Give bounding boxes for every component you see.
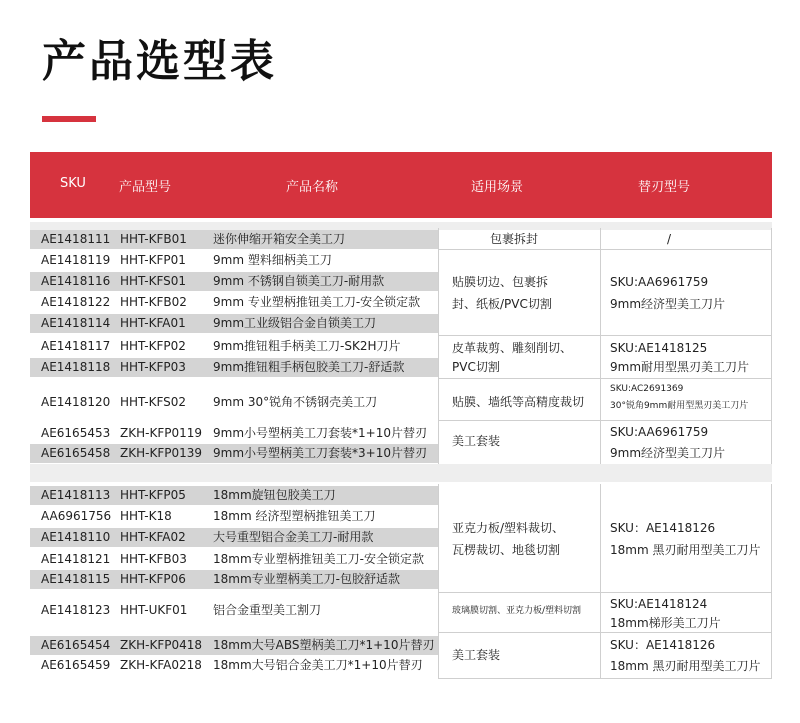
- table-row: [30, 656, 438, 675]
- cell-name: 18mm专业塑柄推钮美工刀-安全锁定款: [213, 552, 424, 566]
- cell-name: 9mm工业级铝合金自锁美工刀: [213, 316, 377, 330]
- cell-sku: AE6165454: [41, 638, 111, 652]
- usage-cell: 贴膜切边、包裹拆: [452, 275, 549, 289]
- cell-model: HHT-KFA02: [120, 530, 186, 544]
- column-divider: [771, 484, 772, 679]
- cell-model: HHT-KFB01: [120, 232, 187, 246]
- cell-name: 9mm 不锈钢自锁美工刀-耐用款: [213, 274, 385, 288]
- table-row: [30, 550, 438, 569]
- title-accent-bar: [42, 116, 96, 122]
- cell-name: 18mm大号铝合金美工刀*1+10片替刃: [213, 658, 423, 672]
- cell-name: 9mm小号塑柄美工刀套装*3+10片替刃: [213, 446, 427, 460]
- cell-sku: AE6165458: [41, 446, 111, 460]
- cell-model: ZKH-KFP0119: [120, 426, 202, 440]
- cell-name: 9mm 专业塑柄推钮美工刀-安全锁定款: [213, 295, 421, 309]
- cell-sku: AE1418121: [41, 552, 111, 566]
- table-header: [30, 152, 772, 218]
- table-row: [30, 601, 438, 620]
- column-divider: [438, 228, 439, 464]
- separator-middle: [30, 464, 772, 482]
- table-row: [30, 314, 438, 333]
- cell-name: 9mm 塑料细柄美工刀: [213, 253, 332, 267]
- table-row: [30, 507, 438, 526]
- cell-sku: AE1418113: [41, 488, 111, 502]
- cell-sku: AE1418116: [41, 274, 111, 288]
- blade-cell: SKU:AE1418125: [610, 341, 708, 355]
- header-model: 产品型号: [119, 180, 172, 195]
- cell-name: 9mm推钮粗手柄美工刀-SK2H刀片: [213, 339, 401, 353]
- table-row: [30, 272, 438, 291]
- cell-name: 18mm 经济型塑柄推钮美工刀: [213, 509, 376, 523]
- blade-cell: SKU：AE1418126: [610, 638, 716, 652]
- usage-cell: 封、纸板/PVC切割: [452, 297, 552, 311]
- cell-model: HHT-KFP05: [120, 488, 186, 502]
- cell-name: 铝合金重型美工割刀: [213, 603, 322, 617]
- row-divider: [438, 678, 772, 679]
- cell-name: 9mm推钮粗手柄包胶美工刀-舒适款: [213, 360, 405, 374]
- table-row: [30, 528, 438, 547]
- cell-sku: AE1418118: [41, 360, 111, 374]
- table-row: [30, 444, 438, 463]
- table-row: [30, 293, 438, 312]
- cell-model: HHT-K18: [120, 509, 172, 523]
- cell-sku: AE1418115: [41, 572, 111, 586]
- cell-sku: AA6961756: [41, 509, 112, 523]
- row-divider: [438, 632, 772, 633]
- table-row: [30, 486, 438, 505]
- header-name: 产品名称: [286, 180, 339, 195]
- cell-model: HHT-KFS02: [120, 395, 187, 409]
- blade-cell: SKU:AC2691369: [610, 384, 684, 394]
- column-divider: [600, 228, 601, 464]
- cell-model: HHT-KFB03: [120, 552, 187, 566]
- blade-cell: SKU:AE1418124: [610, 597, 708, 611]
- cell-sku: AE1418114: [41, 316, 111, 330]
- blade-cell: 18mm 黑刃耐用型美工刀片: [610, 543, 761, 557]
- table-row: [30, 424, 438, 443]
- table-row: [30, 358, 438, 377]
- usage-cell: 皮革裁剪、雕刻削切、: [452, 341, 573, 355]
- cell-name: 18mm旋钮包胶美工刀: [213, 488, 336, 502]
- table-row: [30, 230, 438, 249]
- blade-cell: 18mm 黑刃耐用型美工刀片: [610, 659, 761, 673]
- usage-cell: 美工套装: [452, 648, 501, 662]
- blade-cell: 30°锐角9mm耐用型黑刃美工刀片: [610, 401, 749, 411]
- cell-sku: AE1418110: [41, 530, 111, 544]
- cell-name: 9mm 30°锐角不锈钢壳美工刀: [213, 395, 378, 409]
- cell-model: ZKH-KFP0418: [120, 638, 202, 652]
- column-divider: [600, 484, 601, 679]
- usage-cell: 瓦楞裁切、地毯切割: [452, 543, 561, 557]
- usage-cell: 玻璃膜切割、亚克力板/塑料切割: [452, 606, 582, 616]
- cell-sku: AE1418117: [41, 339, 111, 353]
- table-row: [30, 337, 438, 356]
- blade-cell: /: [667, 232, 672, 246]
- cell-sku: AE1418119: [41, 253, 111, 267]
- blade-cell: 9mm经济型美工刀片: [610, 297, 726, 311]
- table-row: [30, 636, 438, 655]
- row-divider: [438, 420, 772, 421]
- cell-model: ZKH-KFA0218: [120, 658, 202, 672]
- header-usage: 适用场景: [471, 180, 524, 195]
- blade-cell: SKU:AA6961759: [610, 275, 709, 289]
- blade-cell: 9mm经济型美工刀片: [610, 446, 726, 460]
- cell-name: 18mm大号ABS塑柄美工刀*1+10片替刃: [213, 638, 435, 652]
- cell-name: 18mm专业塑柄美工刀-包胶舒适款: [213, 572, 400, 586]
- header-blade: 替刃型号: [638, 180, 691, 195]
- cell-model: HHT-KFP02: [120, 339, 186, 353]
- cell-model: HHT-KFB02: [120, 295, 187, 309]
- cell-model: HHT-KFA01: [120, 316, 186, 330]
- table-row: [30, 251, 438, 270]
- usage-cell: PVC切割: [452, 360, 500, 374]
- cell-model: HHT-KFP06: [120, 572, 186, 586]
- row-divider: [438, 249, 772, 250]
- blade-cell: SKU：AE1418126: [610, 521, 716, 535]
- row-divider: [438, 378, 772, 379]
- blade-cell: 18mm梯形美工刀片: [610, 616, 721, 630]
- cell-name: 大号重型铝合金美工刀-耐用款: [213, 530, 374, 544]
- cell-model: HHT-KFS01: [120, 274, 187, 288]
- cell-name: 9mm小号塑柄美工刀套装*1+10片替刃: [213, 426, 427, 440]
- cell-sku: AE1418123: [41, 603, 111, 617]
- page-title: 产品选型表: [42, 36, 277, 87]
- cell-sku: AE6165453: [41, 426, 111, 440]
- header-sku: SKU: [60, 176, 86, 191]
- cell-sku: AE1418122: [41, 295, 111, 309]
- table-row: [30, 570, 438, 589]
- cell-model: HHT-KFP01: [120, 253, 186, 267]
- usage-cell: 亚克力板/塑料裁切、: [452, 521, 565, 535]
- separator-top: [30, 222, 772, 230]
- blade-cell: 9mm耐用型黑刃美工刀片: [610, 360, 750, 374]
- column-divider: [771, 228, 772, 464]
- table-row: [30, 393, 438, 412]
- column-divider: [438, 484, 439, 679]
- row-divider: [438, 592, 772, 593]
- cell-model: HHT-UKF01: [120, 603, 188, 617]
- row-divider: [438, 335, 772, 336]
- cell-sku: AE1418111: [41, 232, 111, 246]
- usage-cell: 美工套装: [452, 434, 501, 448]
- cell-model: ZKH-KFP0139: [120, 446, 202, 460]
- usage-cell: 包裹拆封: [490, 232, 539, 246]
- usage-cell: 贴膜、墙纸等高精度裁切: [452, 395, 585, 409]
- cell-name: 迷你伸缩开箱安全美工刀: [213, 232, 346, 246]
- cell-sku: AE6165459: [41, 658, 111, 672]
- blade-cell: SKU:AA6961759: [610, 425, 709, 439]
- cell-model: HHT-KFP03: [120, 360, 186, 374]
- cell-sku: AE1418120: [41, 395, 111, 409]
